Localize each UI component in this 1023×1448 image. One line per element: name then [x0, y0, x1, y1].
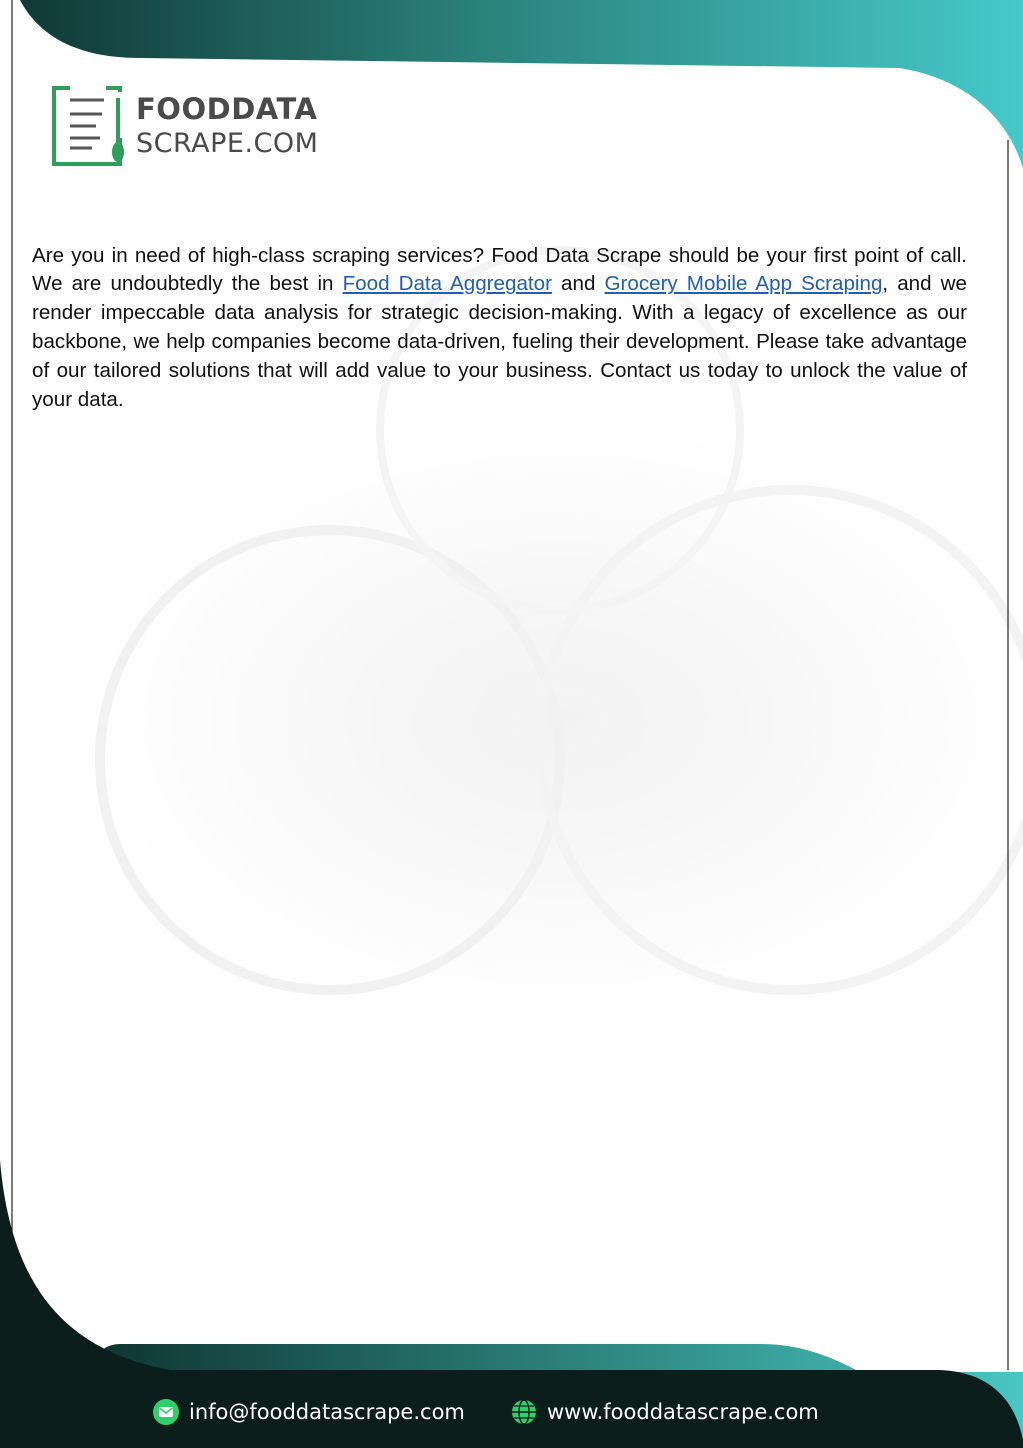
paragraph-text: and — [551, 272, 605, 296]
footer-website-link[interactable] — [511, 1392, 819, 1432]
logo-name-line1: FOODDATA — [136, 92, 318, 126]
paragraph-text: Are you in need of high-class scraping services? Food Data Scrape should be your first point of call. We are undoubtedly the best in — [32, 243, 967, 296]
footer-email-text: info@fooddatascrape.com — [189, 1400, 465, 1424]
paragraph-text: , and we render impeccable data analysis for strategic decision-making. With a legacy of excellence as our backbone, we help companies become data-driven, fueling their development. Please take advantage of our tailored solutions that will add value to your business. Contact us today to unlock the value of your data. — [32, 272, 967, 411]
footer — [0, 1392, 1023, 1432]
footer-website-text: www.fooddatascrape.com — [547, 1400, 819, 1424]
logo-name-line2: SCRAPE.COM — [136, 128, 319, 159]
envelope-icon — [153, 1399, 179, 1425]
menu-list-spoon-icon — [52, 86, 128, 168]
logo[interactable] — [52, 86, 342, 170]
food-data-aggregator-link[interactable]: Food Data Aggregator — [342, 272, 552, 296]
globe-icon — [511, 1399, 537, 1425]
footer-email-link[interactable] — [153, 1392, 465, 1432]
grocery-mobile-app-scraping-link[interactable]: Grocery Mobile App Scraping — [604, 272, 883, 296]
intro-paragraph — [32, 242, 967, 415]
